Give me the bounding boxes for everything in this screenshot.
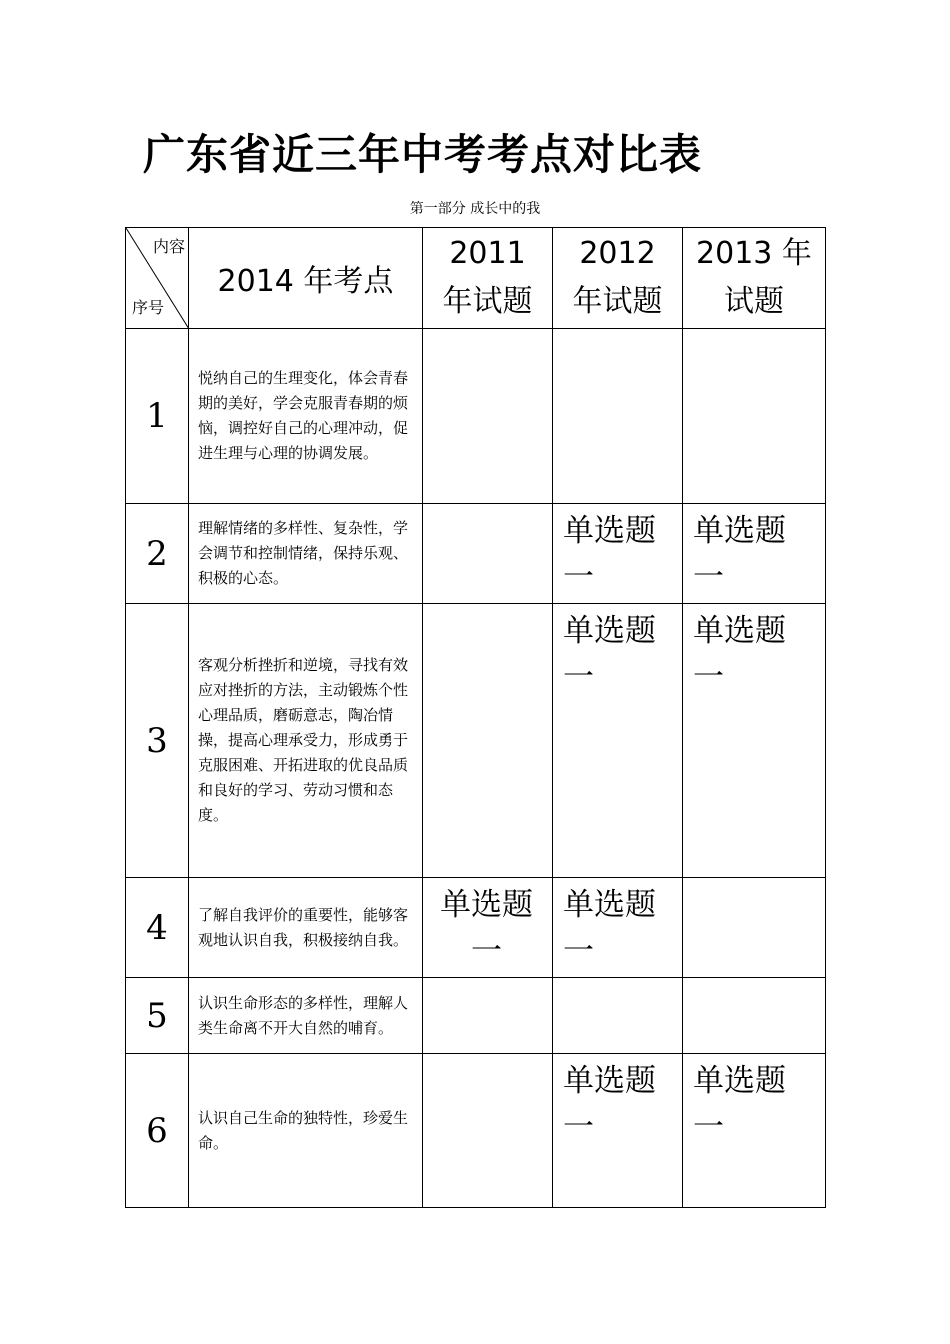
- row-number: 3: [126, 604, 189, 878]
- answer-type-label: 单选题: [563, 613, 656, 649]
- page-title: 广东省近三年中考考点对比表: [143, 130, 703, 179]
- answer-type-label: 单选题: [563, 1063, 656, 1099]
- answer-type-label: 单选题: [563, 513, 656, 549]
- cell-2011: [423, 878, 553, 978]
- answer-type-label: 单选题: [440, 887, 533, 923]
- answer-type-label: 单选题: [693, 1063, 786, 1099]
- answer-index-label: 一: [563, 933, 594, 969]
- cell-2012: [553, 604, 683, 878]
- cell-2013: [683, 604, 826, 878]
- answer-type-label: 单选题: [693, 513, 786, 549]
- answer-index-label: 一: [563, 1109, 594, 1145]
- header-2013: [683, 228, 826, 329]
- row-description: 了解自我评价的重要性，能够客观地认识自我，积极接纳自我。: [189, 878, 423, 978]
- row-description: 客观分析挫折和逆境，寻找有效应对挫折的方法，主动锻炼个性心理品质，磨砺意志，陶冶情操，提高心理承受力，形成勇于克服困难、开拓进取的优良品质和良好的学习、劳动习惯和态度。: [189, 604, 423, 878]
- corner-header-cell: [126, 228, 189, 329]
- table-header-row: [126, 228, 826, 329]
- table-row: [126, 604, 826, 878]
- corner-label-content: 内容: [152, 237, 185, 256]
- cell-2011: [423, 978, 553, 1054]
- table-row: [126, 329, 826, 504]
- answer-type-label: 单选题: [693, 613, 786, 649]
- row-description: 理解情绪的多样性、复杂性，学会调节和控制情绪，保持乐观、积极的心态。: [189, 504, 423, 604]
- section-subtitle: 第一部分 成长中的我: [409, 201, 541, 217]
- cell-2012: [553, 1054, 683, 1208]
- answer-index-label: 一: [563, 559, 594, 595]
- comparison-table: [125, 227, 826, 1208]
- row-description: 认识自己生命的独特性，珍爱生命。: [189, 1054, 423, 1208]
- answer-index-label: 一: [563, 659, 594, 695]
- row-number: 6: [126, 1054, 189, 1208]
- table-row: [126, 504, 826, 604]
- cell-2012: [553, 329, 683, 504]
- cell-2012: [553, 504, 683, 604]
- row-number: 4: [126, 878, 189, 978]
- header-2012-year: 2012: [579, 236, 656, 271]
- corner-label-index: 序号: [132, 298, 165, 317]
- cell-2011: [423, 329, 553, 504]
- table-row: [126, 878, 826, 978]
- header-2011-suffix: 年试题: [442, 284, 533, 319]
- cell-2013: [683, 978, 826, 1054]
- row-number: 5: [126, 978, 189, 1054]
- header-2011-year: 2011: [449, 236, 526, 271]
- header-2013-year: 2013 年: [696, 236, 812, 271]
- table-row: [126, 978, 826, 1054]
- header-2012-suffix: 年试题: [572, 284, 663, 319]
- cell-2013: [683, 504, 826, 604]
- cell-2013: [683, 329, 826, 504]
- answer-index-label: 一: [471, 933, 502, 969]
- row-number: 2: [126, 504, 189, 604]
- header-2014: 2014 年考点: [189, 228, 423, 329]
- header-2012: [553, 228, 683, 329]
- header-2011: [423, 228, 553, 329]
- cell-2012: [553, 978, 683, 1054]
- cell-2011: [423, 604, 553, 878]
- row-number: 1: [126, 329, 189, 504]
- answer-type-label: 单选题: [563, 887, 656, 923]
- cell-2011: [423, 504, 553, 604]
- cell-2011: [423, 1054, 553, 1208]
- row-description: 悦纳自己的生理变化，体会青春期的美好，学会克服青春期的烦恼，调控好自己的心理冲动，促进生理与心理的协调发展。: [189, 329, 423, 504]
- header-2013-suffix: 试题: [724, 284, 784, 319]
- cell-2013: [683, 1054, 826, 1208]
- answer-index-label: 一: [693, 659, 724, 695]
- cell-2013: [683, 878, 826, 978]
- answer-index-label: 一: [693, 559, 724, 595]
- cell-2012: [553, 878, 683, 978]
- answer-index-label: 一: [693, 1109, 724, 1145]
- table-row: [126, 1054, 826, 1208]
- row-description: 认识生命形态的多样性，理解人类生命离不开大自然的哺育。: [189, 978, 423, 1054]
